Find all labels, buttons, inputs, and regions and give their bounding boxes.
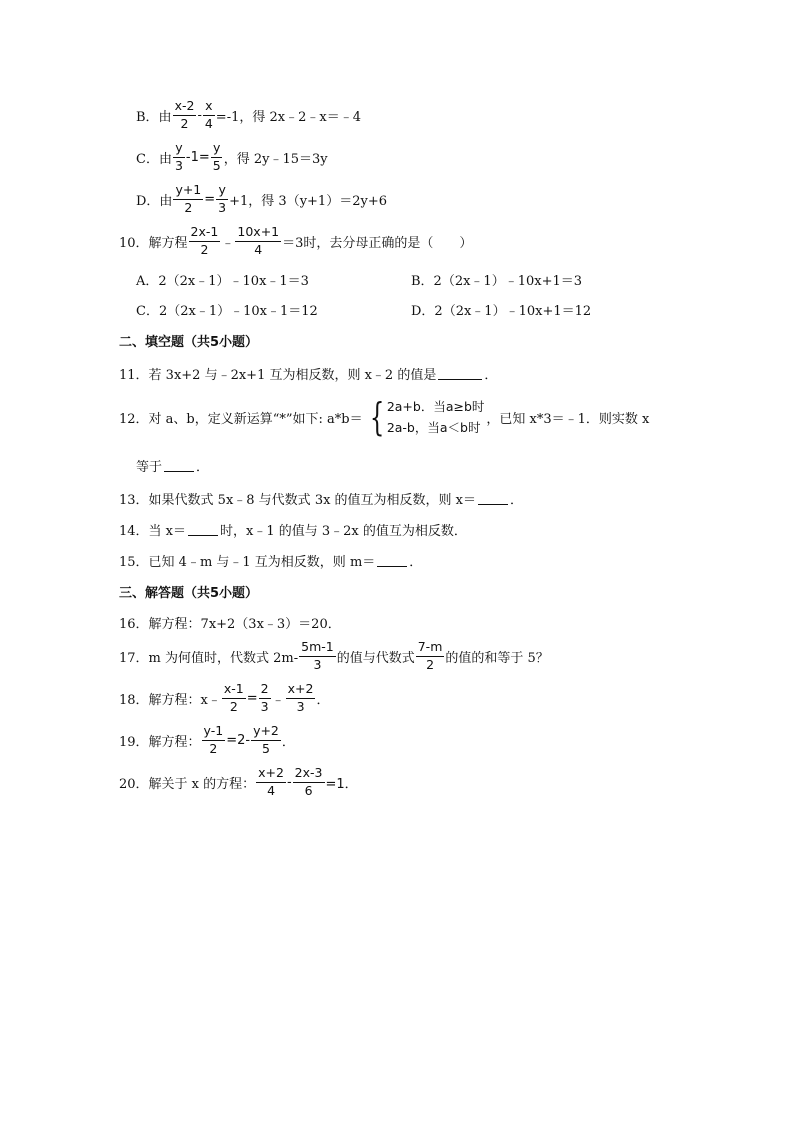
fraction: $\frac{y}{3}$ bbox=[218, 182, 227, 215]
q10-option-c: C．2（2x﹣1）﹣10x﹣1＝12 bbox=[136, 304, 318, 319]
fraction: $\frac{y}{3}$ bbox=[174, 140, 183, 173]
question-text: 13．如果代数式 5x﹣8 与代数式 3x 的值互为相反数，则 x＝ bbox=[119, 493, 477, 508]
question-15: 15．已知 4﹣m 与﹣1 互为相反数，则 m＝ ． bbox=[119, 551, 422, 570]
question-11: 11．若 3x+2 与﹣2x+1 互为相反数，则 x﹣2 的值是 ． bbox=[119, 364, 497, 383]
question-text: 20．解关于 x 的方程： bbox=[119, 776, 256, 792]
fraction: $\frac{5m-1}{3}$ bbox=[301, 639, 334, 672]
answer-blank[interactable] bbox=[478, 492, 508, 505]
question-text: 12．对 a、b，定义新运算“*”如下: a*b＝ bbox=[119, 411, 363, 427]
question-10 bbox=[119, 226, 472, 256]
question-text: 17．m 为何值时，代数式 2m- bbox=[119, 650, 299, 666]
question-text: 18．解方程：x﹣ bbox=[119, 692, 221, 708]
option-text: =-1，得 2x﹣2﹣x＝﹣4 bbox=[215, 109, 361, 125]
q9-option-d bbox=[136, 184, 387, 214]
fraction: $\frac{x+2}{4}$ bbox=[258, 765, 284, 798]
answer-blank[interactable] bbox=[377, 554, 407, 567]
brace-symbol: { bbox=[369, 395, 384, 439]
fraction: $\frac{10x+1}{4}$ bbox=[237, 224, 280, 257]
q10-option-b: B．2（2x﹣1）﹣10x+1＝3 bbox=[411, 274, 583, 289]
operator: =2- bbox=[226, 732, 251, 748]
fraction: $\frac{x-2}{2}$ bbox=[174, 98, 195, 131]
question-text: 的值与代数式 bbox=[336, 650, 415, 666]
question-text: 15．已知 4﹣m 与﹣1 互为相反数，则 m＝ bbox=[119, 555, 376, 570]
fraction: $\frac{y+2}{5}$ bbox=[253, 723, 279, 756]
operator: = bbox=[246, 690, 258, 706]
operator: - bbox=[286, 774, 292, 790]
fraction: $\frac{y-1}{2}$ bbox=[203, 723, 224, 756]
option-text: +1，得 3（y+1）＝2y+6 bbox=[229, 193, 387, 209]
question-12-continued: 等于 ． bbox=[136, 456, 209, 475]
option-text: ，得 2y﹣15＝3y bbox=[223, 151, 328, 167]
question-text: ，已知 x*3＝﹣1．则实数 x bbox=[486, 411, 650, 427]
question-14 bbox=[119, 520, 467, 539]
question-20: 20．解关于 x 的方程： $\frac{x+2}{4}$ - $\frac{2x-3}{6}$ =1． bbox=[119, 765, 358, 798]
question-text: 14．当 x＝ bbox=[119, 524, 187, 539]
fraction: $\frac{2}{3}$ bbox=[260, 681, 269, 714]
section-heading-fill-in: 二、填空题（共5小题） bbox=[119, 335, 259, 350]
option-label: C．由 bbox=[136, 151, 172, 167]
q9-option-c bbox=[136, 142, 328, 172]
answer-blank[interactable] bbox=[438, 367, 482, 380]
question-19: 19．解方程： $\frac{y-1}{2}$ =2- $\frac{y+2}{5}$ ． bbox=[119, 723, 295, 756]
fraction: $\frac{y}{5}$ bbox=[212, 140, 221, 173]
question-text: ＝3时，去分母正确的是（ ） bbox=[282, 235, 473, 251]
answer-blank[interactable] bbox=[164, 459, 194, 472]
question-text: 的值的和等于 5？ bbox=[445, 650, 549, 666]
case-row: 2a+b．当a≥b时 bbox=[386, 399, 485, 414]
fraction: $\frac{x-1}{2}$ bbox=[223, 681, 244, 714]
operator: ﹣ bbox=[271, 692, 285, 708]
answer-blank[interactable] bbox=[188, 523, 218, 536]
fraction: $\frac{y+1}{2}$ bbox=[175, 182, 202, 215]
operator: ﹣ bbox=[221, 235, 235, 251]
fraction: $\frac{2x-3}{6}$ bbox=[294, 765, 323, 798]
q9-option-b bbox=[136, 100, 361, 130]
section-heading-solve: 三、解答题（共5小题） bbox=[119, 586, 259, 601]
question-17 bbox=[119, 641, 549, 671]
question-12 bbox=[119, 396, 649, 438]
operator: - bbox=[197, 107, 202, 123]
option-label: B．由 bbox=[136, 109, 172, 125]
case-row: 2a-b，当a＜b时 bbox=[386, 420, 481, 435]
piecewise-definition bbox=[365, 396, 485, 438]
question-13: 13．如果代数式 5x﹣8 与代数式 3x 的值互为相反数，则 x＝ ． bbox=[119, 489, 523, 508]
q10-option-d: D．2（2x﹣1）﹣10x+1＝12 bbox=[411, 304, 592, 319]
operator: = bbox=[204, 191, 216, 207]
question-18: 18．解方程：x﹣ $\frac{x-1}{2}$ = $\frac{2}{3}$ ﹣ $\frac{x+2}{3}$ ． bbox=[119, 681, 330, 714]
question-text: 等于 bbox=[136, 460, 163, 475]
fraction: $\frac{x}{4}$ bbox=[204, 98, 213, 131]
question-16: 16．解方程：7x+2（3x﹣3）＝20． bbox=[119, 617, 341, 632]
question-text: 10．解方程 bbox=[119, 235, 188, 251]
question-text: 11．若 3x+2 与﹣2x+1 互为相反数，则 x﹣2 的值是 bbox=[119, 368, 437, 383]
option-label: D．由 bbox=[136, 193, 173, 209]
question-text: 19．解方程： bbox=[119, 734, 201, 750]
fraction: $\frac{7-m}{2}$ bbox=[417, 639, 443, 672]
q10-option-a: A．2（2x﹣1）﹣10x﹣1＝3 bbox=[136, 274, 309, 289]
fraction: $\frac{2x-1}{2}$ bbox=[190, 224, 219, 257]
operator: -1= bbox=[185, 149, 210, 165]
question-text: 时，x﹣1 的值与 3﹣2x 的值互为相反数． bbox=[220, 524, 467, 539]
fraction: $\frac{x+2}{3}$ bbox=[287, 681, 314, 714]
